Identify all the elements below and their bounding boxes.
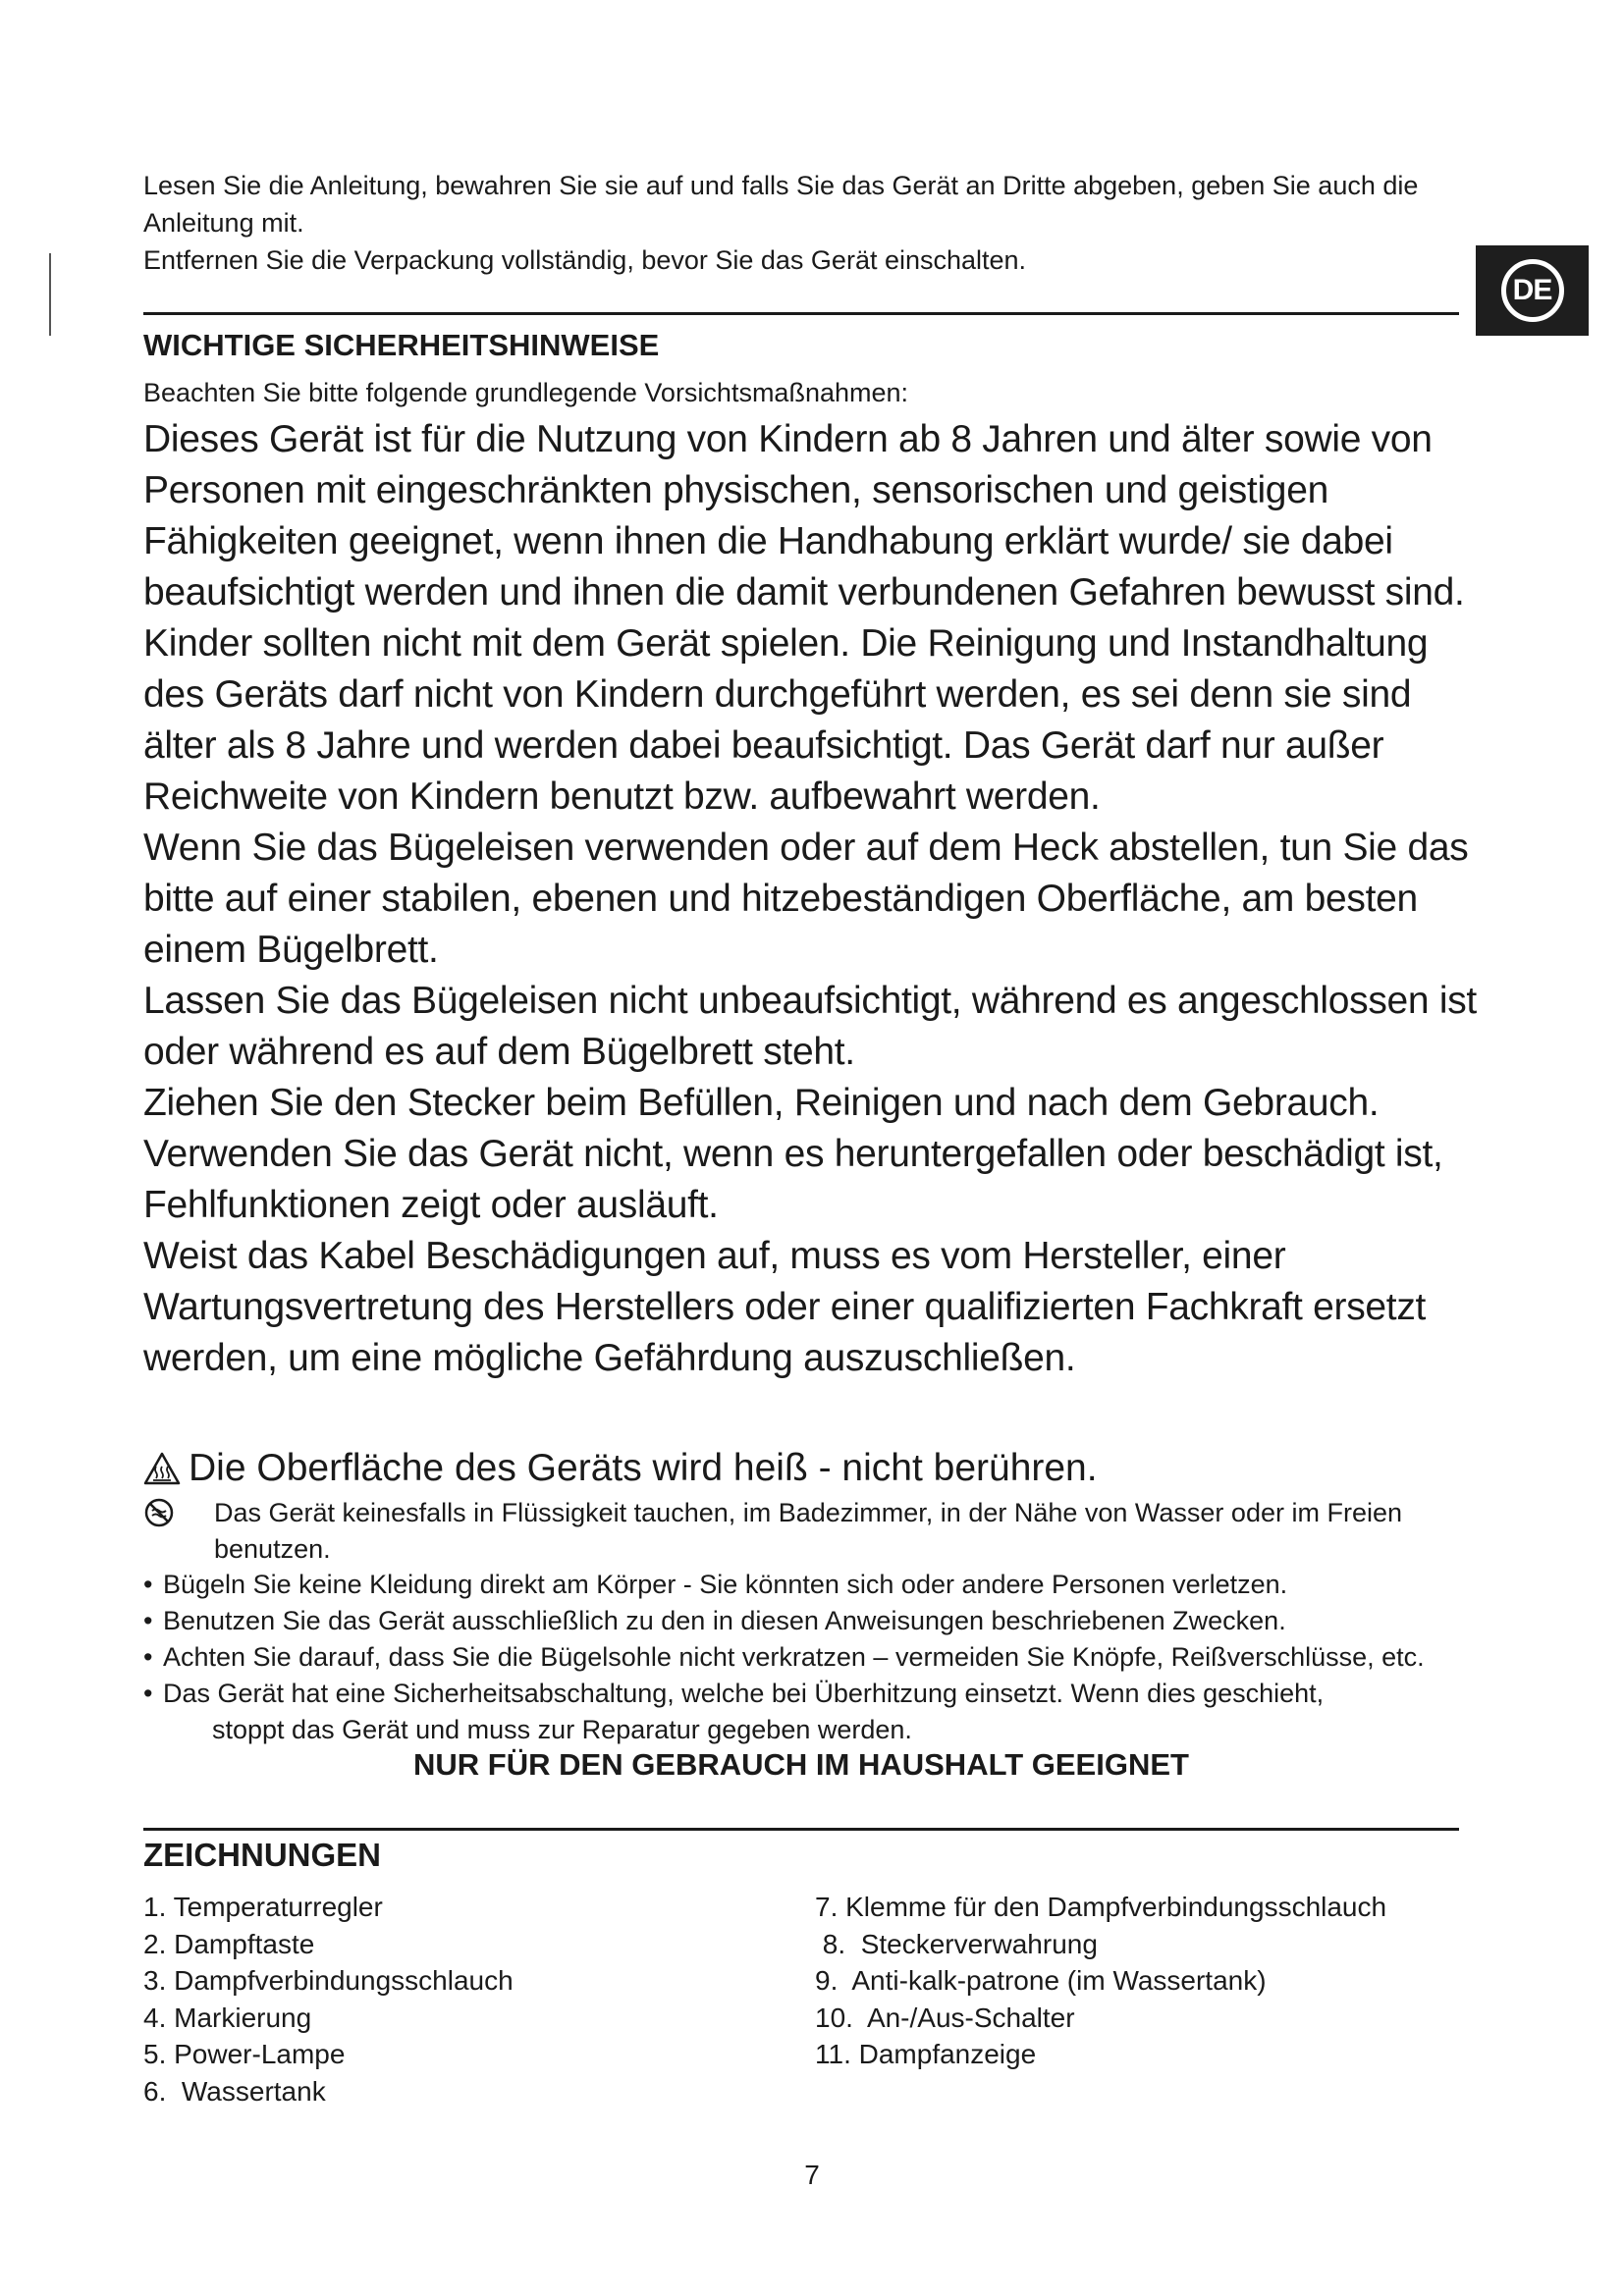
intro-line-remove-packaging: Entfernen Sie die Verpackung vollständig, bevor Sie das Gerät einschalten. [143,245,1027,275]
safety-paragraph-cable: Weist das Kabel Beschädigungen auf, muss es vom Hersteller, einer Wartungsvertretung des Herstellers oder einer qualifizierten Fachkraft ersetzt werden, um eine mögliche Gefährdung auszuschließen. [143,1235,1427,1379]
household-use-notice: NUR FÜR DEN GEBRAUCH IM HAUSHALT GEEIGNET [413,1747,1189,1782]
list-item: 5. Power-Lampe [143,2039,346,2069]
list-item: • Das Gerät hat eine Sicherheitsabschaltung, welche bei Überhitzung einsetzt. Wenn dies geschieht, stoppt das Gerät und muss zur Reparatur gegeben werden. [143,1676,1459,1748]
safety-paragraph-children: Dieses Gerät ist für die Nutzung von Kindern ab 8 Jahren und älter sowie von Personen mit eingeschränkten physischen, sensorischen und geistigen Fähigkeiten geeignet, wenn ihnen die Handhabung erklärt wurde/ sie dabei beaufsichtigt werden und ihnen die damit verbundenen Gefahren bewusst sind. Kinder sollten nicht mit dem Gerät spielen. Die Reinigung und Instandhaltung des Geräts darf nicht von Kindern durchgeführt werden, es sei denn sie sind älter als 8 Jahre und werden dabei beaufsichtigt. Das Gerät darf nur außer Reichweite von Kindern benutzt bzw. aufbewahrt werden. [143,418,1465,818]
no-water-notice-text: Das Gerät keinesfalls in Flüssigkeit tauchen, im Badezimmer, in der Nähe von Wasser oder im Freien benutzen. [214,1498,1402,1564]
drawings-heading: ZEICHNUNGEN [143,1837,382,1873]
list-item: 7. Klemme für den Dampfverbindungsschlauch [815,1892,1387,1922]
margin-mark [49,253,51,336]
safety-paragraph-damaged: Verwenden Sie das Gerät nicht, wenn es heruntergefallen oder beschädigt ist, Fehlfunktionen zeigt oder ausläuft. [143,1133,1443,1226]
safety-paragraphs [143,414,1489,1384]
safety-heading: WICHTIGE SICHERHEITSHINWEISE [143,328,660,362]
section-divider [143,1828,1459,1831]
list-item: 10. An-/Aus-Schalter [815,2002,1075,2033]
intro-text [143,167,1459,279]
bullet-icon: • [143,1642,153,1672]
list-item: • Bügeln Sie keine Kleidung direkt am Körper - Sie könnten sich oder andere Personen verletzen. [143,1567,1459,1603]
list-item: 2. Dampftaste [143,1928,315,1959]
safety-subline: Beachten Sie bitte folgende grundlegende Vorsichtsmaßnahmen: [143,378,909,407]
intro-line-read-instructions: Lesen Sie die Anleitung, bewahren Sie sie auf und falls Sie das Gerät an Dritte abgeben, geben Sie auch die Anleitung mit. [143,171,1419,238]
language-tab [1476,245,1589,336]
safety-bullet-list [143,1567,1459,1748]
bullet-icon: • [143,1679,153,1708]
safety-paragraph-unplug: Ziehen Sie den Stecker beim Befüllen, Reinigen und nach dem Gebrauch. [143,1082,1380,1124]
hot-surface-warning-text: Die Oberfläche des Geräts wird heiß - nicht berühren. [189,1447,1098,1489]
hot-surface-warning [143,1443,1098,1494]
no-immersion-icon [143,1497,175,1528]
parts-list-right [815,1889,1386,2073]
no-water-notice [143,1495,1459,1568]
bullet-icon: • [143,1606,153,1635]
list-item: 4. Markierung [143,2002,312,2033]
language-badge: DE [1501,259,1564,322]
page-number: 7 [804,2160,820,2190]
hot-surface-warning-icon [143,1452,181,1485]
safety-paragraph-stable-surface: Wenn Sie das Bügeleisen verwenden oder auf dem Heck abstellen, tun Sie das bitte auf einer stabilen, ebenen und hitzebeständigen Oberfläche, am besten einem Bügelbrett. [143,827,1469,971]
list-item: 11. Dampfanzeige [815,2039,1037,2069]
list-item: 1. Temperaturregler [143,1892,383,1922]
list-item: • Benutzen Sie das Gerät ausschließlich zu den in diesen Anweisungen beschriebenen Zwecken. [143,1603,1459,1639]
bullet-icon: • [143,1570,153,1599]
list-item: • Achten Sie darauf, dass Sie die Bügelsohle nicht verkratzen – vermeiden Sie Knöpfe, Reißverschlüsse, etc. [143,1639,1459,1676]
list-item: 9. Anti-kalk-patrone (im Wassertank) [815,1965,1267,1996]
list-item: 6. Wassertank [143,2075,326,2107]
safety-paragraph-unattended: Lassen Sie das Bügeleisen nicht unbeaufsichtigt, während es angeschlossen ist oder während es auf dem Bügelbrett steht. [143,980,1477,1073]
list-item: 8. Steckerverwahrung [815,1928,1098,1959]
parts-list-left [143,1889,514,2109]
section-divider [143,312,1459,315]
list-item: 3. Dampfverbindungsschlauch [143,1965,514,1996]
